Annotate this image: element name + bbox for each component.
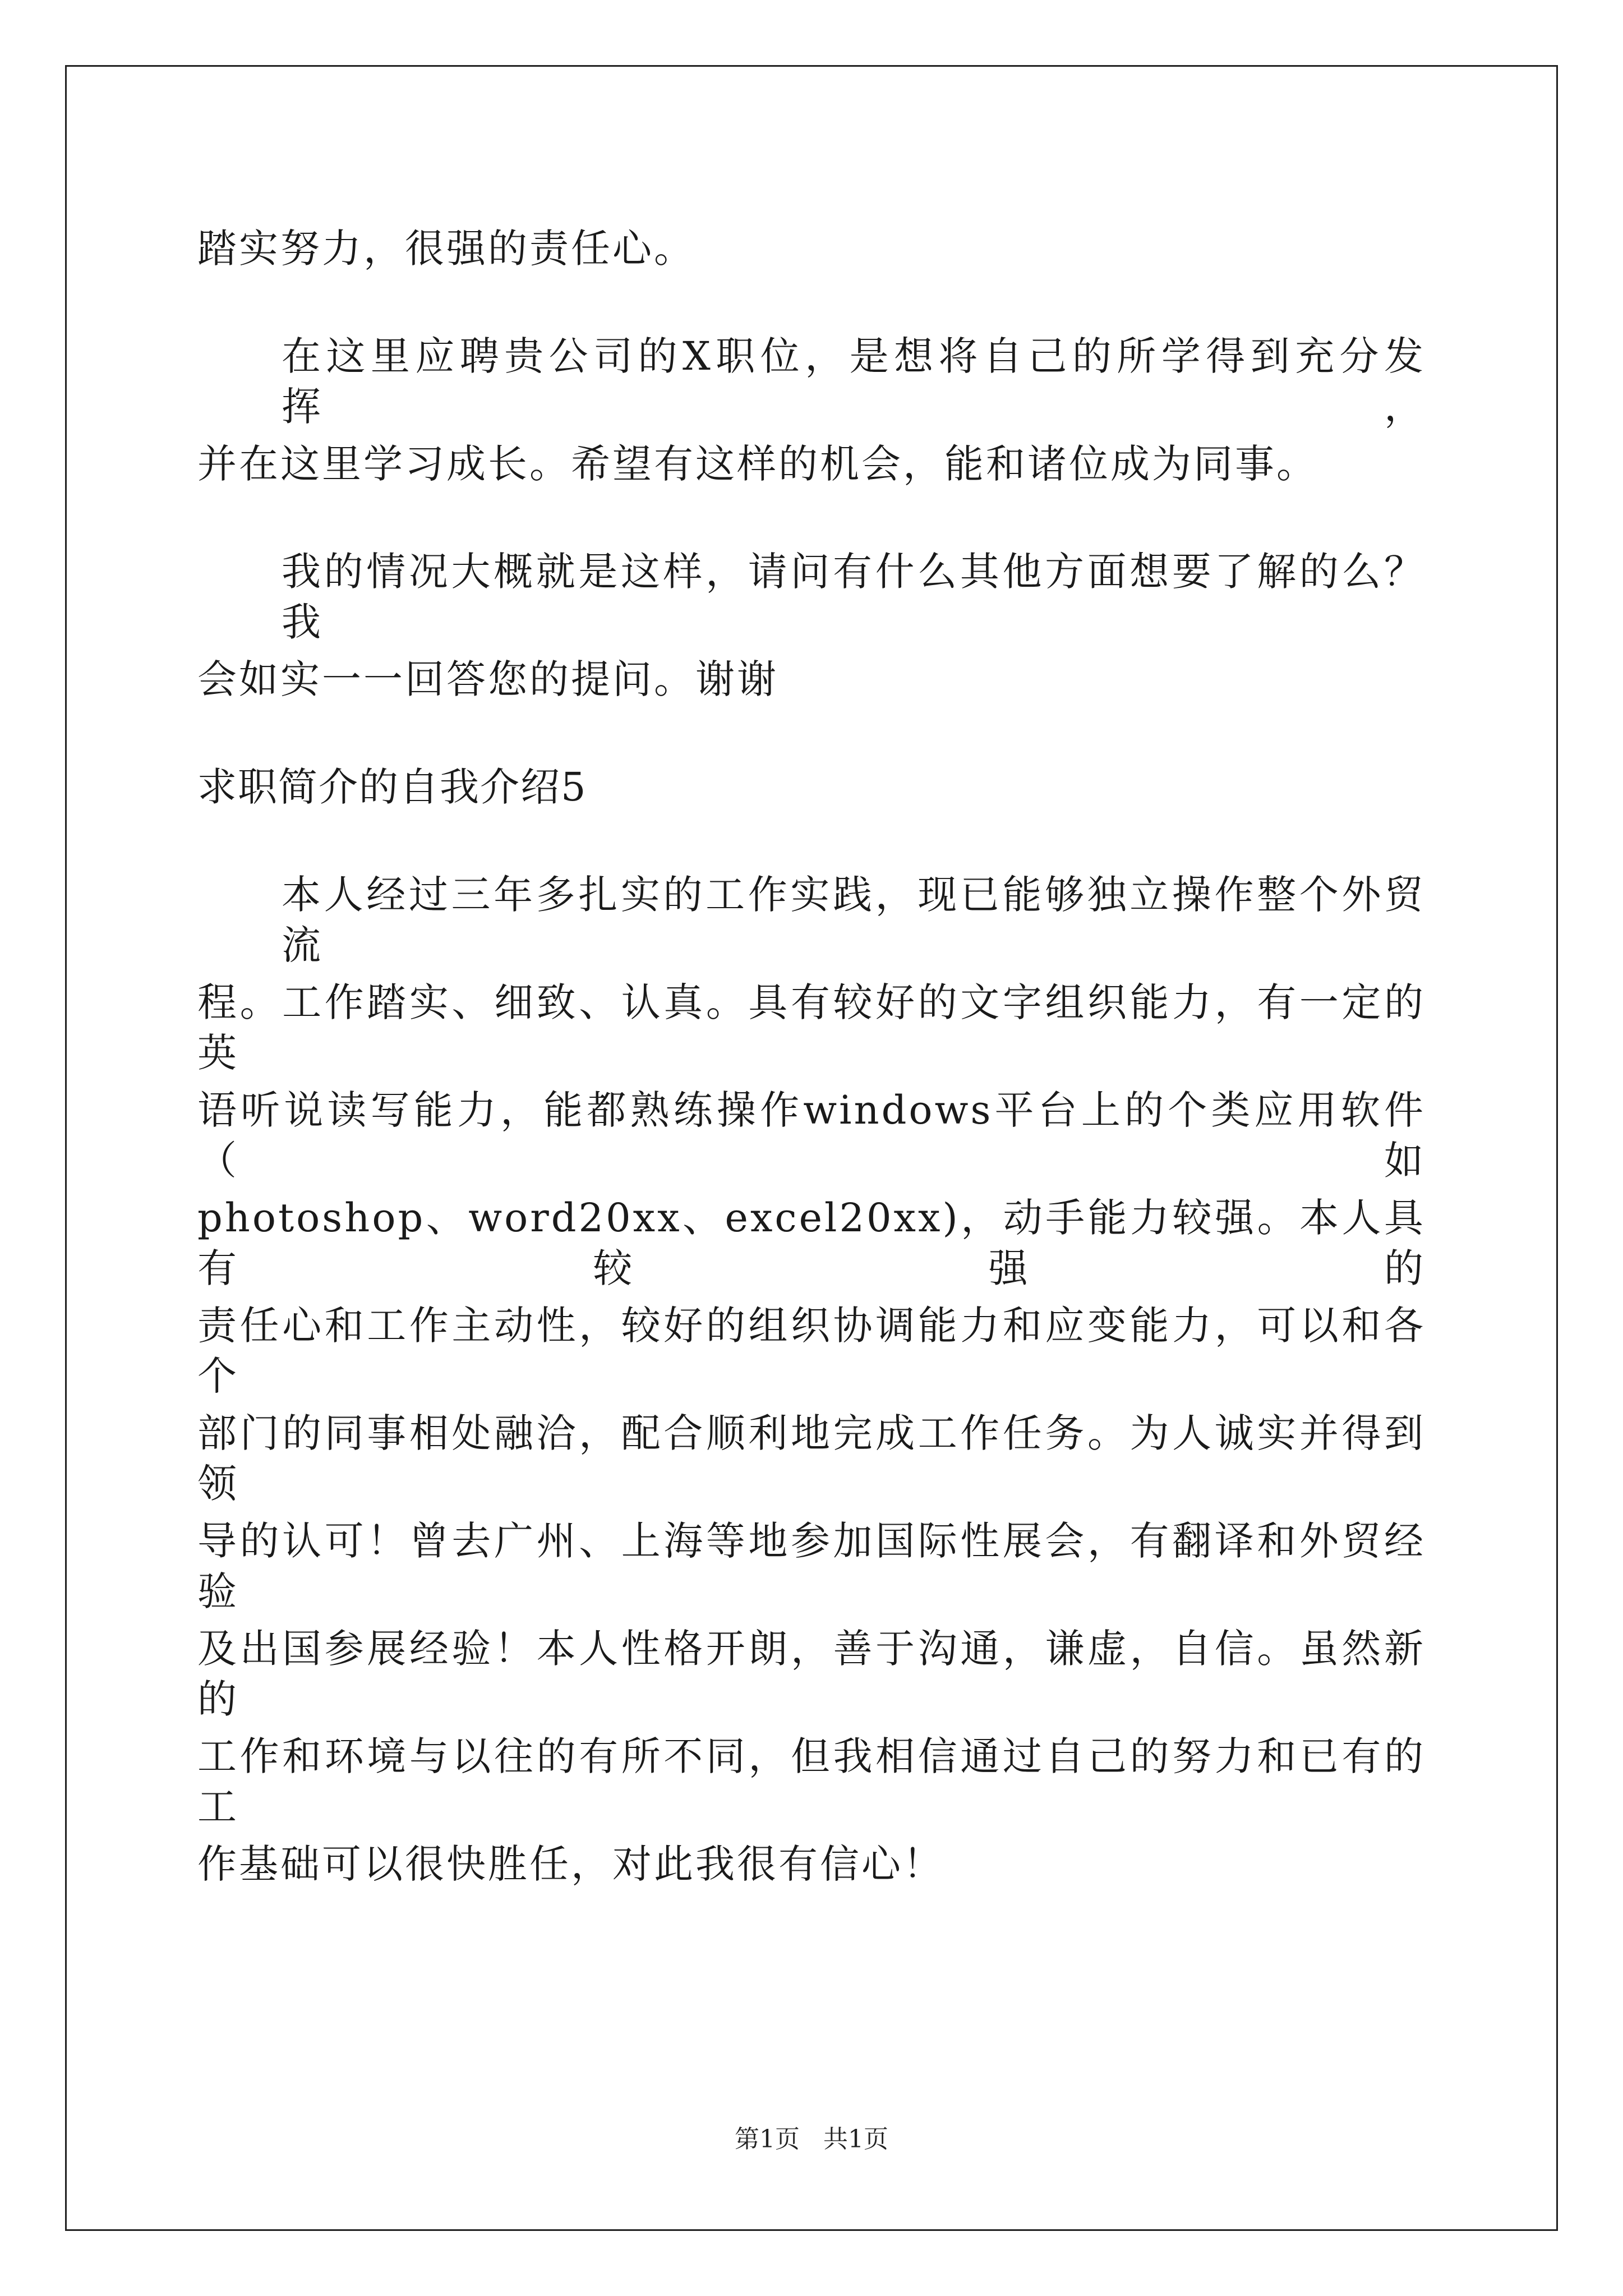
text-line: 踏实努力，很强的责任心。 [197,226,695,272]
text-line: 作基础可以很快胜任，对此我很有信心！ [197,1841,944,1887]
page-total: 共1页 [823,2125,888,2154]
section-heading: 求职简介的自我介绍5 [197,764,587,810]
text-line: photoshop、word20xx、excel20xx)，动手能力较强。本人具有较强的 [197,1195,1426,1291]
text-line: 在这里应聘贵公司的X职位，是想将自己的所学得到充分发挥， [282,333,1426,430]
text-line: 部门的同事相处融洽，配合顺利地完成工作任务。为人诚实并得到领 [197,1410,1426,1507]
text-line: 会如实一一回答您的提问。谢谢 [197,656,778,702]
text-line: 本人经过三年多扎实的工作实践，现已能够独立操作整个外贸流 [282,872,1426,968]
page-footer [0,2124,1623,2155]
page-number: 第1页 [735,2125,800,2154]
text-line: 及出国参展经验！本人性格开朗，善于沟通，谦虚，自信。虽然新的 [197,1626,1426,1722]
text-line: 并在这里学习成长。希望有这样的机会，能和诸位成为同事。 [197,441,1318,487]
text-line: 责任心和工作主动性，较好的组织协调能力和应变能力，可以和各个 [197,1303,1426,1399]
text-line: 工作和环境与以往的有所不同，但我相信通过自己的努力和已有的工 [197,1733,1426,1830]
text-line: 导的认可！曾去广州、上海等地参加国际性展会，有翻译和外贸经验 [197,1518,1426,1614]
text-line: 语听说读写能力，能都熟练操作windows平台上的个类应用软件（如 [197,1087,1426,1184]
text-line: 程。工作踏实、细致、认真。具有较好的文字组织能力，有一定的英 [197,979,1426,1076]
text-line: 我的情况大概就是这样，请问有什么其他方面想要了解的么？我 [282,549,1426,645]
